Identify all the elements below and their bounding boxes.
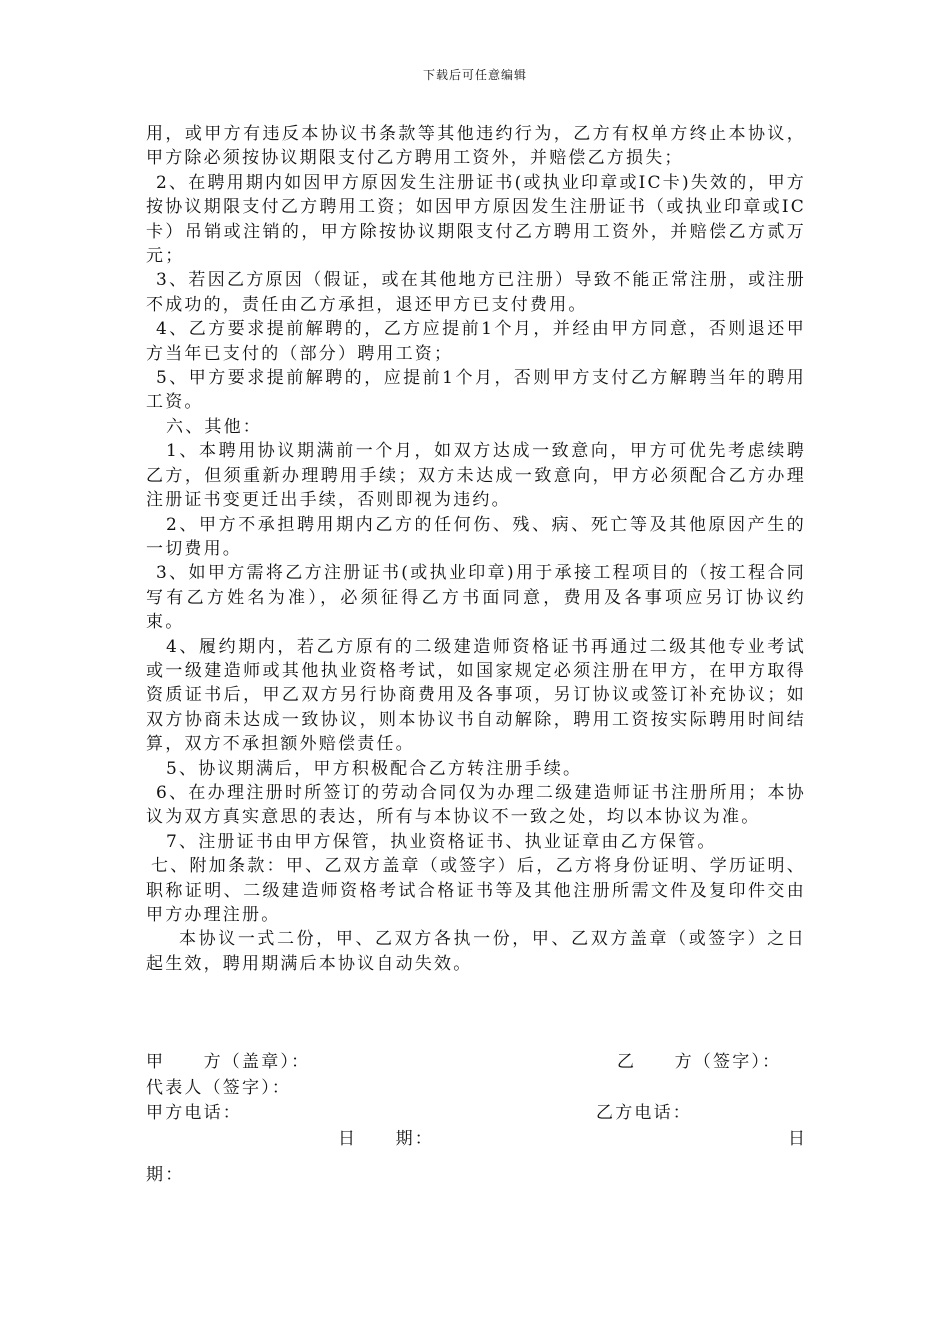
party-a-phone-label: 甲方电话： <box>146 1103 242 1123</box>
paragraph-clause-5-2: 2、在聘用期内如因甲方原因发生注册证书(或执业印章或IC卡)失效的，甲方按协议期限支付乙方聘用工资；如因甲方原因发生注册证书（或执业印章或IC卡）吊销或注销的，甲方除按协议期限支付乙方聘用工资外，并赔偿乙方贰万元； <box>146 172 807 267</box>
paragraph-clause-6-3: 3、如甲方需将乙方注册证书(或执业印章)用于承接工程项目的（按工程合同写有乙方姓名为准），必须征得乙方书面同意，费用及各事项应另订协议约束。 <box>146 563 806 633</box>
party-b-phone-label: 乙方电话： <box>596 1103 692 1123</box>
paragraph-effectiveness: 本协议一式二份，甲、乙双方各执一份，甲、乙双方盖章（或签字）之日起生效，聘用期满后本协议自动失效。 <box>146 929 806 974</box>
paragraph-clause-6-2: 2、甲方不承担聘用期内乙方的任何伤、残、病、死亡等及其他原因产生的一切费用。 <box>146 514 806 559</box>
party-b-sign-label: 乙 方（签字）： <box>617 1052 782 1072</box>
paragraph-continuation: 用，或甲方有违反本协议书条款等其他违约行为，乙方有权单方终止本协议，甲方除必须按协议期限支付乙方聘用工资外，并赔偿乙方损失； <box>146 124 806 169</box>
party-b-date-label-part2: 期： <box>146 1165 185 1185</box>
paragraph-clause-6-4: 4、履约期内，若乙方原有的二级建造师资格证书再通过二级其他专业考试或一级建造师或其他执业资格考试，如国家规定必须注册在甲方，在甲方取得资质证书后，甲乙双方另行协商费用及各事项，另订协议或签订补充协议；如双方协商未达成一致协议，则本协议书自动解除，聘用工资按实际聘用时间结算，双方不承担额外赔偿责任。 <box>146 636 806 755</box>
paragraph-clause-5-4: 4、乙方要求提前解聘的，乙方应提前1个月，并经由甲方同意，否则退还甲方当年已支付的（部分）聘用工资； <box>146 319 806 364</box>
party-a-seal-label: 甲 方（盖章）： <box>146 1052 311 1072</box>
paragraph-clause-6-7: 7、注册证书由甲方保管，执业资格证书、执业证章由乙方保管。 <box>166 831 717 852</box>
document-body <box>146 122 806 976</box>
representative-sign-label: 代表人（签字）： <box>146 1078 292 1098</box>
paragraph-clause-5-5: 5、甲方要求提前解聘的，应提前1个月，否则甲方支付乙方解聘当年的聘用工资。 <box>146 368 806 413</box>
paragraph-clause-6-6: 6、在办理注册时所签订的劳动合同仅为办理二级建造师证书注册所用；本协议为双方真实意思的表达，所有与本协议不一致之处，均以本协议为准。 <box>146 782 806 828</box>
paragraph-clause-5-3: 3、若因乙方原因（假证，或在其他地方已注册）导致不能正常注册，或注册不成功的，责任由乙方承担，退还甲方已支付费用。 <box>146 270 806 315</box>
section-additional-terms: 七、附加条款：甲、乙双方盖章（或签字）后，乙方将身份证明、学历证明、职称证明、二级建造师资格考试合格证书等及其他注册所需文件及复印件交由甲方办理注册。 <box>146 856 806 925</box>
paragraph-clause-6-1: 1、本聘用协议期满前一个月，如双方达成一致意向，甲方可优先考虑续聘乙方，但须重新办理聘用手续；双方未达成一致意向，甲方必须配合乙方办理注册证书变更迁出手续，否则即视为违约。 <box>146 441 806 511</box>
section-heading-other: 六、其他： <box>166 416 262 437</box>
party-a-date-label: 日 期： <box>338 1129 434 1149</box>
paragraph-clause-6-5: 5、协议期满后，甲方积极配合乙方转注册手续。 <box>166 758 583 779</box>
page-header: 下载后可任意编辑 <box>422 68 527 82</box>
party-b-date-label-part1: 日 <box>788 1129 808 1149</box>
